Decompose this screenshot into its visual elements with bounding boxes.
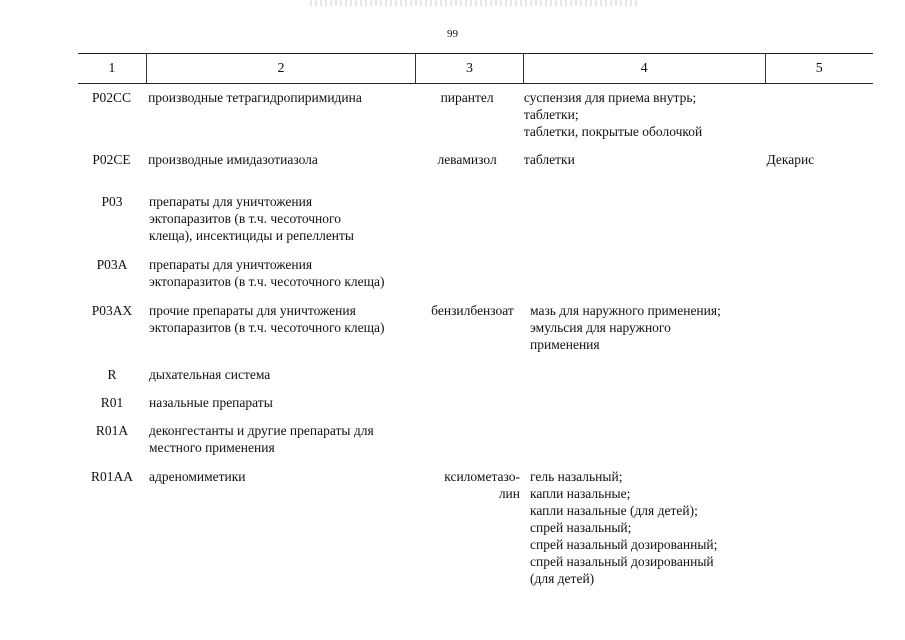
form-line: капли назальные (для детей);: [530, 503, 698, 518]
atc-code: R01AA: [90, 469, 133, 484]
group-line: препараты для уничтожения: [149, 257, 313, 272]
form-line: суспензия для приема внутрь;: [523, 90, 697, 105]
form-line: спрей назальный дозированный;: [530, 537, 718, 552]
page-number: 99: [447, 28, 458, 40]
group-name: [145, 151, 414, 168]
table-row: [78, 302, 873, 353]
drug-name: [419, 302, 526, 353]
table-row: [78, 394, 873, 411]
group-line: назальные препараты: [149, 395, 273, 410]
drug-line: левамизол: [437, 152, 497, 167]
group-name: [145, 89, 414, 140]
group-line: препараты для уничтожения: [149, 194, 313, 209]
form-line: применения: [530, 337, 600, 352]
group-line: эктопаразитов (в т.ч. чесоточного: [149, 211, 341, 226]
group-line: эктопаразитов (в т.ч. чесоточного клеща): [149, 320, 385, 335]
table-row: [78, 366, 873, 383]
form-line: таблетки, покрытые оболочкой: [523, 124, 703, 139]
form-line: спрей назальный;: [530, 520, 632, 535]
group-line: местного применения: [149, 440, 275, 455]
table-row: [78, 151, 873, 168]
column-header-2: 2: [147, 54, 417, 83]
group-name: [146, 256, 419, 290]
form-line: эмульсия для наружного: [530, 320, 671, 335]
form-line: гель назальный;: [530, 469, 623, 484]
group-name: [146, 468, 419, 587]
atc-code: R01: [100, 395, 124, 410]
drug-line: лин: [498, 486, 520, 501]
group-name: [146, 422, 419, 456]
atc-code: R01A: [95, 423, 129, 438]
table-row: [78, 89, 873, 140]
group-name: [146, 302, 419, 353]
dosage-forms: [526, 302, 772, 353]
table-row: [78, 193, 873, 244]
drug-name: [419, 468, 526, 587]
form-line: капли назальные;: [530, 486, 631, 501]
atc-code: P02CC: [92, 90, 132, 105]
drug-line: пирантел: [440, 90, 494, 105]
atc-code: P02CE: [92, 152, 131, 167]
table-row: [78, 468, 873, 587]
group-line: производные имидазотиазола: [148, 152, 318, 167]
group-line: адреномиметики: [149, 469, 246, 484]
group-line: эктопаразитов (в т.ч. чесоточного клеща): [149, 274, 385, 289]
group-line: прочие препараты для уничтожения: [149, 303, 356, 318]
atc-code: R: [107, 367, 117, 382]
drug-line: бензилбензоат: [431, 303, 514, 318]
column-header-5: 5: [815, 61, 823, 76]
drug-name: [414, 151, 520, 168]
column-header-1: 1: [78, 54, 147, 83]
form-line: спрей назальный дозированный: [530, 554, 714, 569]
dosage-forms: [520, 151, 763, 168]
group-name: [146, 193, 419, 244]
group-line: производные тетрагидропиримидина: [148, 90, 362, 105]
column-header-4: 4: [524, 54, 766, 83]
column-header-3: 3: [416, 54, 523, 83]
group-name: [146, 366, 419, 383]
group-line: деконгестанты и другие препараты для: [149, 423, 374, 438]
table-row: [78, 422, 873, 456]
scan-artifact: [310, 0, 640, 6]
form-line: (для детей): [530, 571, 595, 586]
table-row: [78, 256, 873, 290]
form-line: таблетки: [523, 152, 575, 167]
group-line: клеща), инсектициды и репелленты: [149, 228, 355, 243]
form-line: мазь для наружного применения;: [530, 303, 721, 318]
group-name: [146, 394, 419, 411]
drug-line: ксилометазо-: [444, 469, 520, 484]
atc-code: P03AX: [91, 303, 133, 318]
group-line: дыхательная система: [149, 367, 271, 382]
note: [763, 89, 874, 140]
form-line: таблетки;: [523, 107, 579, 122]
drug-name: [414, 89, 520, 140]
note: Декарис: [766, 152, 815, 167]
dosage-forms: [526, 468, 772, 587]
atc-code: P03: [101, 194, 123, 209]
dosage-forms: [520, 89, 763, 140]
table-header: [78, 53, 873, 84]
atc-code: P03A: [96, 257, 128, 272]
